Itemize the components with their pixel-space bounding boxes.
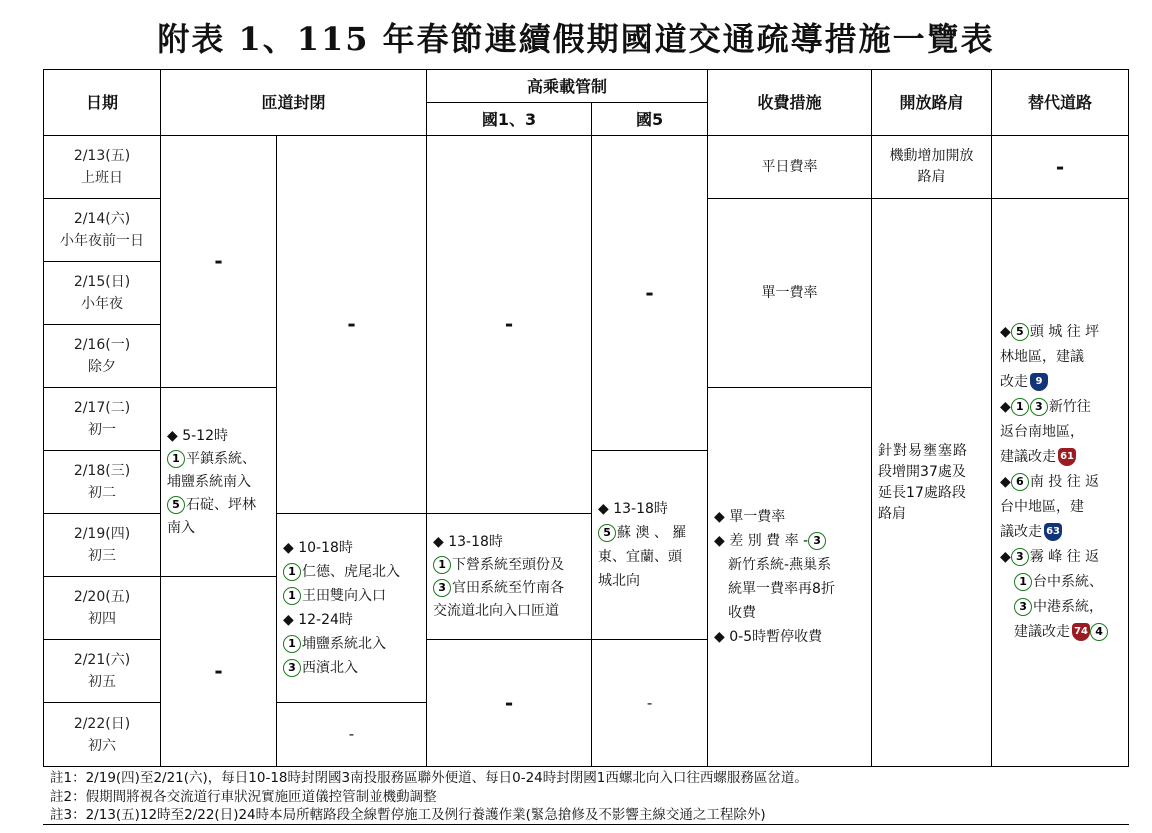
route-1-icon: 1 xyxy=(1014,573,1032,591)
header-toll: 收費措施 xyxy=(708,70,872,136)
toll-weekday: 平日費率 xyxy=(708,136,872,199)
route-1-icon: 1 xyxy=(283,635,301,653)
ramp-b-dash: - xyxy=(277,136,427,514)
page-title: 附表 1、115 年春節連續假期國道交通疏導措施一覽表 xyxy=(157,20,995,58)
header-alt-road: 替代道路 xyxy=(992,70,1129,136)
traffic-measures-table xyxy=(43,69,1129,767)
ramp-b-measure: ◆ 10-18時 1 仁德、虎尾北入 1 王田雙向入口 ◆ 12-24時 1 埔鹽系統北入 3 西濱北入 xyxy=(277,514,427,703)
ramp-b-dash-2: - xyxy=(277,703,427,767)
hov-n13-dash-2: - xyxy=(427,640,592,767)
header-hov-n13: 國1、3 xyxy=(427,103,592,136)
date-cell: 2/20(五) 初四 xyxy=(44,577,161,640)
note-1: 註1：2/19(四)至2/21(六)，每日10-18時封閉國3南投服務區聯外便道、每日0-24時封閉國1西螺北向入口往西螺服務區岔道。 xyxy=(50,770,808,786)
note-3: 註3：2/13(五)12時至2/22(日)24時本局所轄路段全線暫停施工及例行養護作業(緊急搶修及不影響主線交通之工程除外) xyxy=(50,807,766,823)
date-cell: 2/14(六) 小年夜前一日 xyxy=(44,199,161,262)
date-cell: 2/19(四) 初三 xyxy=(44,514,161,577)
route-3-icon: 3 xyxy=(1030,398,1048,416)
date-cell: 2/22(日) 初六 xyxy=(44,703,161,767)
provincial-highway-61-icon: 61 xyxy=(1058,448,1076,466)
route-1-icon: 1 xyxy=(167,450,185,468)
note-2: 註2：假期間將視各交流道行車狀況實施匝道儀控管制並機動調整 xyxy=(50,789,437,805)
toll-measure: ◆ 單一費率 ◆ 差 別 費 率 - 3 新竹系統-燕巢系 統單一費率再8折 收費 ◆ 0-5時暫停收費 xyxy=(708,388,872,767)
alt-road-list: ◆ 5 頭 城 往 坪 林地區，建議 改走 9 ◆ 1 3 新竹往 返台南地區， 建議改走 61 ◆ 6 南 投 往 返 台中地區，建 議改走 63 ◆ 3 霧 峰 往 返 1 台中系統、 3 中港系統， 建議改走 74 4 xyxy=(992,199,1129,767)
ramp-a-dash-2: - xyxy=(161,577,277,767)
bottom-rule xyxy=(43,824,1129,825)
date-cell: 2/17(二) 初一 xyxy=(44,388,161,451)
date-cell: 2/13(五) 上班日 xyxy=(44,136,161,199)
route-1-icon: 1 xyxy=(283,563,301,581)
toll-single: 單一費率 xyxy=(708,199,872,388)
route-6-icon: 6 xyxy=(1011,473,1029,491)
route-3-icon: 3 xyxy=(1014,598,1032,616)
route-3-icon: 3 xyxy=(808,532,826,550)
shoulder-main: 針對易壅塞路 段增開37處及 延長17處路段 路肩 xyxy=(872,199,992,767)
hov-n13-measure: ◆ 13-18時 1 下營系統至頭份及 3 官田系統至竹南各 交流道北向入口匝道 xyxy=(427,514,592,640)
route-1-icon: 1 xyxy=(1011,398,1029,416)
header-hov: 高乘載管制 xyxy=(427,70,708,103)
route-1-icon: 1 xyxy=(433,556,451,574)
route-3-icon: 3 xyxy=(283,659,301,677)
provincial-highway-63-icon: 63 xyxy=(1044,523,1062,541)
header-hov-n5: 國5 xyxy=(592,103,708,136)
alt-dash: - xyxy=(992,136,1129,199)
ramp-a-dash: - xyxy=(161,136,277,388)
provincial-highway-9-icon: 9 xyxy=(1030,373,1048,391)
route-3-icon: 3 xyxy=(433,579,451,597)
date-cell: 2/16(一) 除夕 xyxy=(44,325,161,388)
provincial-highway-74-icon: 74 xyxy=(1072,623,1090,641)
hov-n13-dash: - xyxy=(427,136,592,514)
date-cell: 2/18(三) 初二 xyxy=(44,451,161,514)
route-5-icon: 5 xyxy=(167,496,185,514)
header-date: 日期 xyxy=(44,70,161,136)
route-5-icon: 5 xyxy=(1011,323,1029,341)
ramp-a-measure: ◆ 5-12時 1 平鎮系統、 埔鹽系統南入 5 石碇、坪林 南入 xyxy=(161,388,277,577)
hov-n5-dash-2: - xyxy=(592,640,708,767)
hov-n5-measure: ◆ 13-18時 5 蘇 澳 、 羅 東、宜蘭、頭 城北向 xyxy=(592,451,708,640)
date-cell: 2/21(六) 初五 xyxy=(44,640,161,703)
shoulder-top: 機動增加開放 路肩 xyxy=(872,136,992,199)
route-1-icon: 1 xyxy=(283,587,301,605)
header-ramp-closure: 匝道封閉 xyxy=(161,70,427,136)
route-4-icon: 4 xyxy=(1090,623,1108,641)
header-shoulder: 開放路肩 xyxy=(872,70,992,136)
date-cell: 2/15(日) 小年夜 xyxy=(44,262,161,325)
route-3-icon: 3 xyxy=(1011,548,1029,566)
hov-n5-dash: - xyxy=(592,136,708,451)
route-5-icon: 5 xyxy=(598,524,616,542)
